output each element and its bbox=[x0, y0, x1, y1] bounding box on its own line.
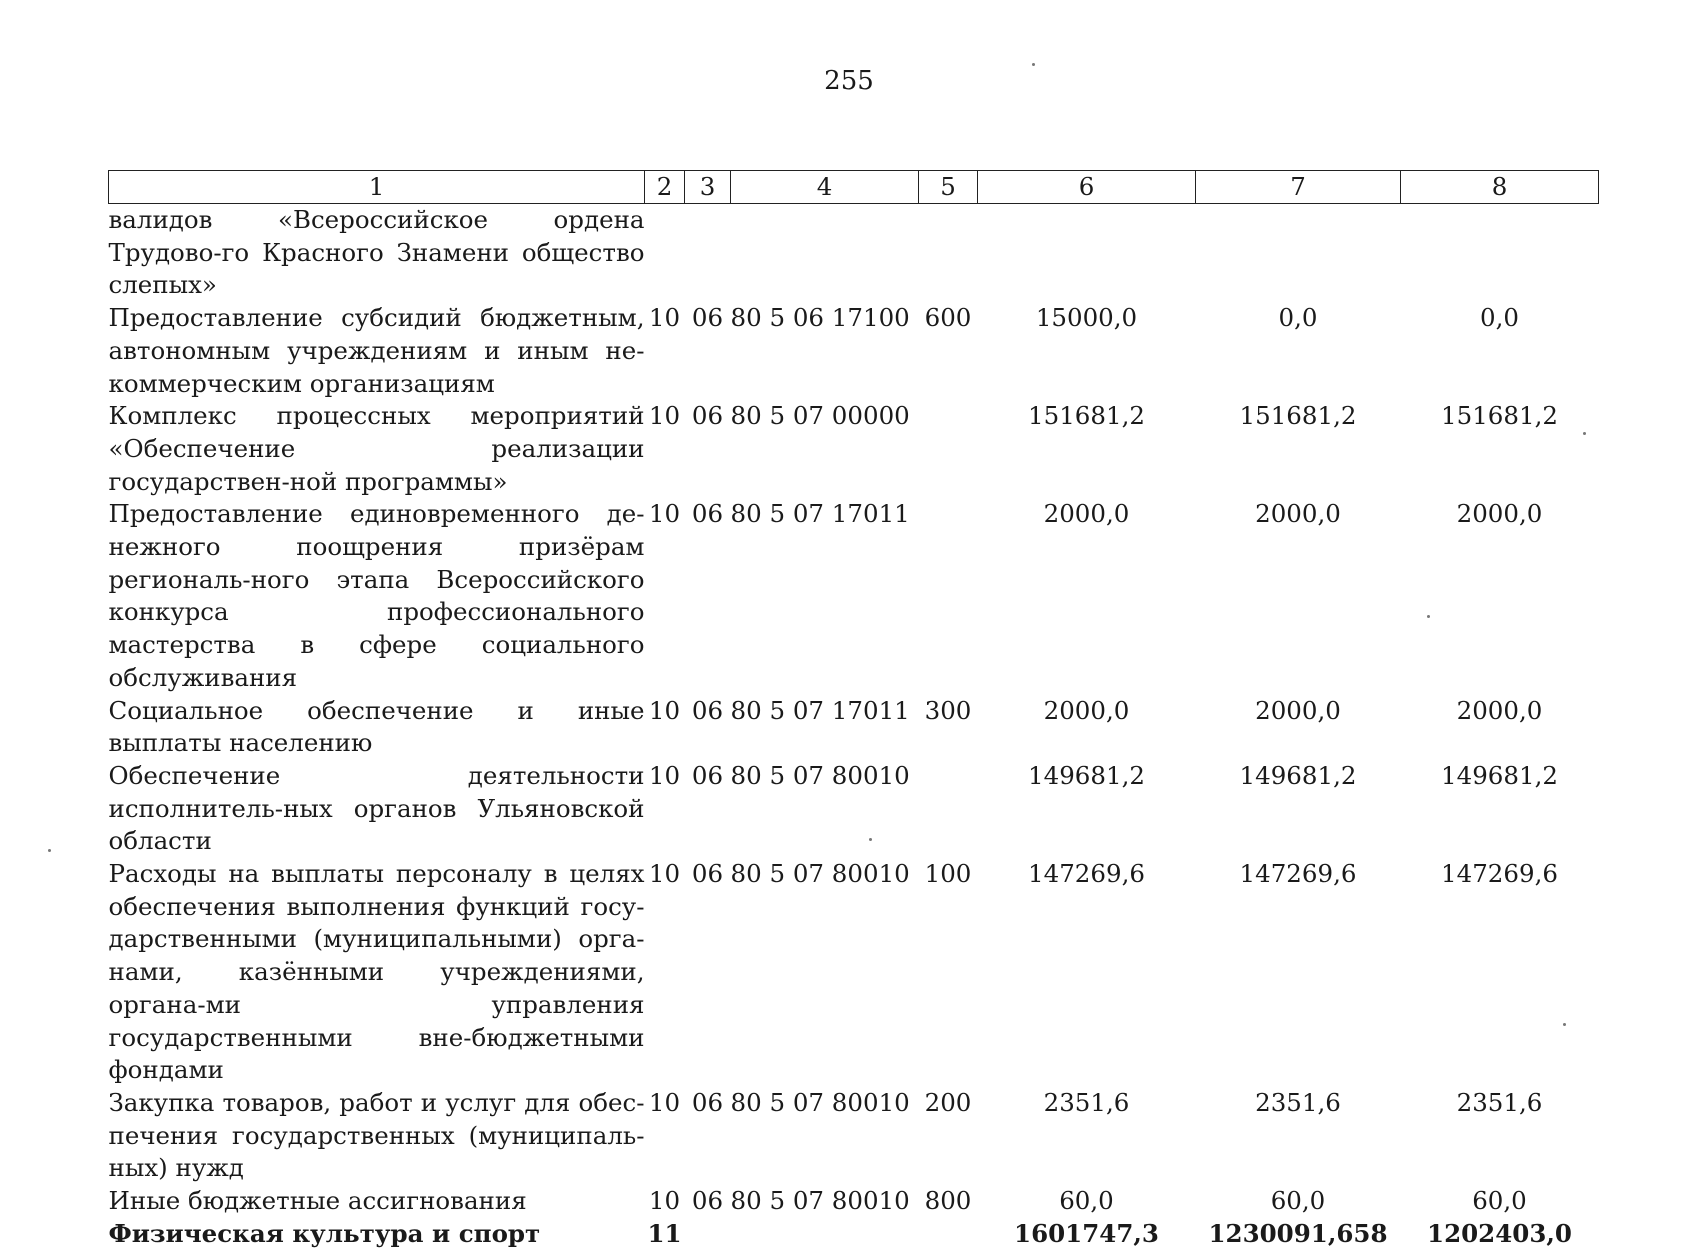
row-subsection: 06 bbox=[691, 760, 724, 790]
table-row bbox=[109, 400, 1599, 498]
row-value-col6: 2351,6 bbox=[1043, 1087, 1130, 1117]
row-value-col6: 15000,0 bbox=[1035, 303, 1138, 333]
row-subsection bbox=[685, 204, 731, 303]
row-value-col7: 151681,2 bbox=[1239, 401, 1357, 431]
row-name: Иные бюджетные ассигнования bbox=[108, 1186, 527, 1216]
row-subsection: 06 bbox=[691, 303, 724, 333]
header-col-2: 2 bbox=[645, 171, 685, 204]
table-row bbox=[109, 204, 1599, 303]
header-col-8: 8 bbox=[1401, 171, 1599, 204]
row-value-col7: 1230091,658 bbox=[1208, 1218, 1388, 1248]
header-col-7: 7 bbox=[1196, 171, 1401, 204]
row-value-col7: 60,0 bbox=[1270, 1186, 1326, 1216]
row-section: 10 bbox=[648, 695, 681, 725]
table-row bbox=[109, 1185, 1599, 1218]
header-col-3: 3 bbox=[685, 171, 731, 204]
row-value-col7: 2000,0 bbox=[1255, 695, 1341, 725]
row-target-code: 80 5 07 17011 bbox=[730, 499, 910, 529]
row-section: 10 bbox=[648, 303, 681, 333]
row-subsection: 06 bbox=[691, 695, 724, 725]
row-name: Комплекс процессных мероприятий «Обеспечение реализации государствен-ной программы» bbox=[108, 401, 645, 496]
row-value-col6: 151681,2 bbox=[1028, 401, 1145, 431]
table-row bbox=[109, 498, 1599, 694]
header-col-5: 5 bbox=[919, 171, 978, 204]
row-section: 11 bbox=[647, 1218, 682, 1248]
row-value-col8: 147269,6 bbox=[1441, 859, 1558, 889]
row-section: 10 bbox=[648, 1186, 681, 1216]
row-expense-type: 800 bbox=[924, 1186, 972, 1216]
row-name: Социальное обеспечение и иные выплаты населению bbox=[108, 695, 645, 758]
table-row bbox=[109, 695, 1599, 760]
row-target-code bbox=[731, 1218, 919, 1251]
row-section: 10 bbox=[648, 1087, 681, 1117]
row-value-col8 bbox=[1401, 204, 1599, 303]
row-value-col6: 149681,2 bbox=[1028, 760, 1145, 790]
table-row bbox=[109, 302, 1599, 400]
page-number: 255 bbox=[824, 66, 874, 96]
budget-table bbox=[108, 170, 1599, 1251]
row-expense-type: 300 bbox=[924, 695, 972, 725]
row-name: Расходы на выплаты персоналу в целях обеспечения выполнения функций госу-дарственными (муниципальными) орга-нами, казёнными учреждениями, органа-ми управления государственными вне-бюджетными фондами bbox=[108, 859, 645, 1085]
row-value-col7: 2351,6 bbox=[1255, 1087, 1341, 1117]
header-col-1: 1 bbox=[109, 171, 645, 204]
row-subsection: 06 bbox=[691, 1186, 724, 1216]
row-expense-type bbox=[919, 760, 978, 858]
row-value-col8: 0,0 bbox=[1480, 303, 1519, 333]
row-name: Физическая культура и спорт bbox=[108, 1218, 541, 1248]
row-expense-type: 100 bbox=[924, 859, 972, 889]
row-value-col8: 60,0 bbox=[1472, 1186, 1527, 1216]
row-section: 10 bbox=[648, 859, 681, 889]
row-section: 10 bbox=[648, 760, 681, 790]
row-value-col7: 149681,2 bbox=[1239, 760, 1357, 790]
row-name: Предоставление единовременного де-нежного поощрения призёрам региональ-ного этапа Всероссийского конкурса профессионального мастерства в сфере социального обслуживания bbox=[108, 499, 645, 692]
row-value-col8: 151681,2 bbox=[1441, 401, 1558, 431]
row-value-col8: 1202403,0 bbox=[1427, 1218, 1572, 1248]
row-name: Предоставление субсидий бюджетным, автономным учреждениям и иным не-коммерческим организациям bbox=[108, 303, 645, 398]
row-name: Обеспечение деятельности исполнитель-ных органов Ульяновской области bbox=[108, 760, 645, 856]
row-expense-type bbox=[919, 498, 978, 694]
row-target-code bbox=[731, 204, 919, 303]
row-value-col7: 0,0 bbox=[1278, 303, 1318, 333]
row-value-col8: 2000,0 bbox=[1456, 499, 1543, 529]
row-subsection bbox=[685, 1218, 731, 1251]
row-value-col7: 2000,0 bbox=[1255, 499, 1341, 529]
row-expense-type: 600 bbox=[924, 303, 972, 333]
row-value-col6: 147269,6 bbox=[1028, 859, 1145, 889]
row-subsection: 06 bbox=[691, 401, 724, 431]
header-row bbox=[109, 171, 1599, 204]
row-target-code: 80 5 07 00000 bbox=[730, 401, 910, 431]
table-row bbox=[109, 760, 1599, 858]
row-target-code: 80 5 07 80010 bbox=[730, 760, 910, 790]
table-row bbox=[109, 1218, 1599, 1251]
row-section: 10 bbox=[648, 499, 681, 529]
row-section: 10 bbox=[648, 401, 681, 431]
row-value-col6: 60,0 bbox=[1059, 1186, 1114, 1216]
row-value-col6: 2000,0 bbox=[1043, 695, 1130, 725]
table-header bbox=[109, 171, 1599, 204]
row-value-col7: 147269,6 bbox=[1239, 859, 1357, 889]
row-target-code: 80 5 07 80010 bbox=[730, 1087, 910, 1117]
row-name: валидов «Всероссийское ордена Трудово-го Красного Знамени общество слепых» bbox=[108, 205, 645, 300]
row-value-col6: 1601747,3 bbox=[1014, 1218, 1159, 1248]
row-subsection: 06 bbox=[691, 1087, 724, 1117]
row-expense-type bbox=[919, 204, 978, 303]
row-value-col8: 2351,6 bbox=[1456, 1087, 1543, 1117]
row-value-col6 bbox=[978, 204, 1196, 303]
table-row bbox=[109, 1087, 1599, 1185]
header-col-4: 4 bbox=[731, 171, 919, 204]
row-subsection: 06 bbox=[691, 499, 724, 529]
row-expense-type bbox=[919, 400, 978, 498]
row-target-code: 80 5 07 80010 bbox=[730, 859, 910, 889]
row-name: Закупка товаров, работ и услуг для обес-печения государственных (муниципаль-ных) нужд bbox=[108, 1087, 645, 1183]
row-value-col6: 2000,0 bbox=[1043, 499, 1130, 529]
row-value-col8: 2000,0 bbox=[1456, 695, 1543, 725]
row-target-code: 80 5 06 17100 bbox=[730, 303, 910, 333]
row-value-col8: 149681,2 bbox=[1441, 760, 1558, 790]
row-value-col7 bbox=[1196, 204, 1401, 303]
row-target-code: 80 5 07 80010 bbox=[730, 1186, 910, 1216]
row-expense-type: 200 bbox=[924, 1087, 972, 1117]
table-body bbox=[109, 204, 1599, 1251]
row-section bbox=[645, 204, 685, 303]
row-subsection: 06 bbox=[691, 859, 724, 889]
row-target-code: 80 5 07 17011 bbox=[730, 695, 910, 725]
header-col-6: 6 bbox=[978, 171, 1196, 204]
table-row bbox=[109, 858, 1599, 1087]
row-expense-type bbox=[919, 1218, 978, 1251]
